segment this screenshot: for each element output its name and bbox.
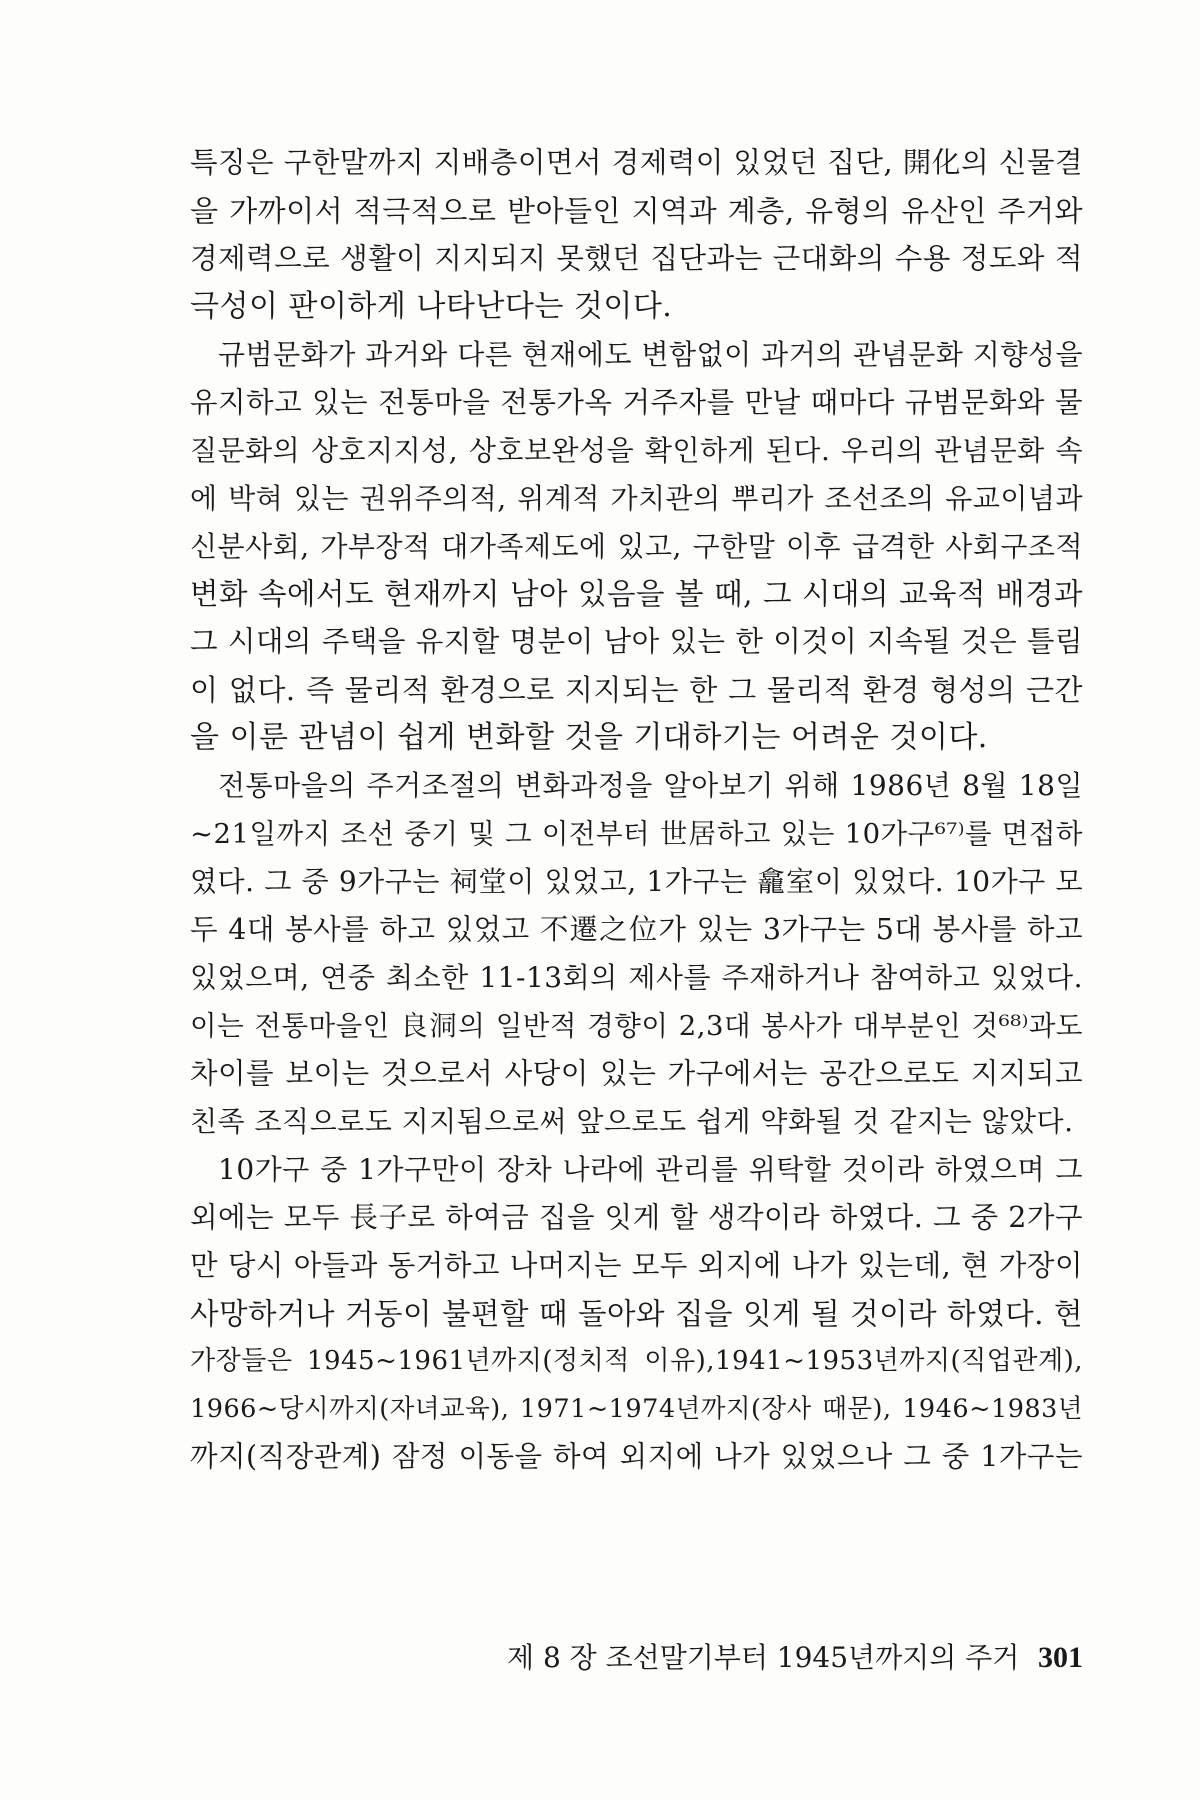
text-line: ~21일까지 조선 중기 및 그 이전부터 世居하고 있는 10가구⁶⁷⁾를 면접하 [190, 818, 1083, 851]
text-line: 있었으며, 연중 최소한 11-13회의 제사를 주재하거나 참여하고 있었다. [190, 960, 1083, 994]
text-line: 경제력으로 생활이 지지되지 못했던 집단과는 근대화의 수용 정도와 적 [190, 241, 1083, 275]
text-line: 을 이룬 관념이 쉽게 변화할 것을 기대하기는 어려운 것이다. [190, 720, 988, 756]
text-line: 가장들은 1945~1961년까지(정치적 이유),1941~1953년까지(직업관계), [190, 1346, 1083, 1377]
running-footer-chapter-title: 제 8 장 조선말기부터 1945년까지의 주거 [507, 1641, 1020, 1674]
text-line: 이는 전통마을인 良洞의 일반적 경향이 2,3대 봉사가 대부분인 것⁶⁸⁾과도 [190, 1009, 1083, 1042]
text-line: 질문화의 상호지지성, 상호보완성을 확인하게 된다. 우리의 관념문화 속 [190, 433, 1083, 467]
text-line: 까지(직장관계) 잠정 이동을 하여 외지에 나가 있었으나 그 중 1가구는 [190, 1440, 1083, 1474]
text-line: 신분사회, 가부장적 대가족제도에 있고, 구한말 이후 급격한 사회구조적 [190, 529, 1083, 563]
text-line: 였다. 그 중 9가구는 祠堂이 있었고, 1가구는 龕室이 있었다. 10가구 모 [190, 865, 1083, 899]
text-line: 차이를 보이는 것으로서 사당이 있는 가구에서는 공간으로도 지지되고 [190, 1056, 1083, 1090]
text-line: 변화 속에서도 현재까지 남아 있음을 볼 때, 그 시대의 교육적 배경과 [190, 577, 1083, 612]
text-line: 두 4대 봉사를 하고 있었고 不遷之位가 있는 3가구는 5대 봉사를 하고 [190, 913, 1083, 946]
text-line: 을 가까이서 적극적으로 받아들인 지역과 계층, 유형의 유산인 주거와 [190, 193, 1083, 228]
text-line: 규범문화가 과거와 다른 현재에도 변함없이 과거의 관념문화 지향성을 [218, 337, 1083, 371]
body-text [190, 142, 1083, 1484]
text-line: 극성이 판이하게 나타난다는 것이다. [190, 288, 673, 324]
text-line: 10가구 중 1가구만이 장차 나라에 관리를 위탁할 것이라 하였으며 그 [218, 1152, 1083, 1186]
text-line: 그 시대의 주택을 유지할 명분이 남아 있는 한 이것이 지속될 것은 틀림 [190, 625, 1083, 659]
text-line: 에 박혀 있는 권위주의적, 위계적 가치관의 뿌리가 조선조의 유교이념과 [190, 481, 1083, 515]
text-line: 친족 조직으로도 지지됨으로써 앞으로도 쉽게 약화될 것 같지는 않았다. [190, 1104, 1074, 1138]
text-line: 전통마을의 주거조절의 변화과정을 알아보기 위해 1986년 8월 18일 [218, 769, 1083, 803]
text-line: 만 당시 아들과 동거하고 나머지는 모두 외지에 나가 있는데, 현 가장이 [190, 1248, 1083, 1282]
text-line: 유지하고 있는 전통마을 전통가옥 거주자를 만날 때마다 규범문화와 물 [190, 385, 1083, 419]
text-line: 특징은 구한말까지 지배층이면서 경제력이 있었던 집단, 開化의 신물결 [190, 146, 1083, 179]
page-footer [507, 1638, 1083, 1678]
text-line: 1966~당시까지(자녀교육), 1971~1974년까지(장사 때문), 1946~1983년 [190, 1394, 1083, 1425]
page-number: 301 [1038, 1641, 1083, 1674]
text-line: 이 없다. 즉 물리적 환경으로 지지되는 한 그 물리적 환경 형성의 근간 [190, 673, 1083, 708]
text-line: 외에는 모두 長子로 하여금 집을 잇게 할 생각이라 하였다. 그 중 2가구 [190, 1200, 1083, 1234]
text-line: 사망하거나 거동이 불편할 때 돌아와 집을 잇게 될 것이라 하였다. 현 [190, 1296, 1083, 1331]
